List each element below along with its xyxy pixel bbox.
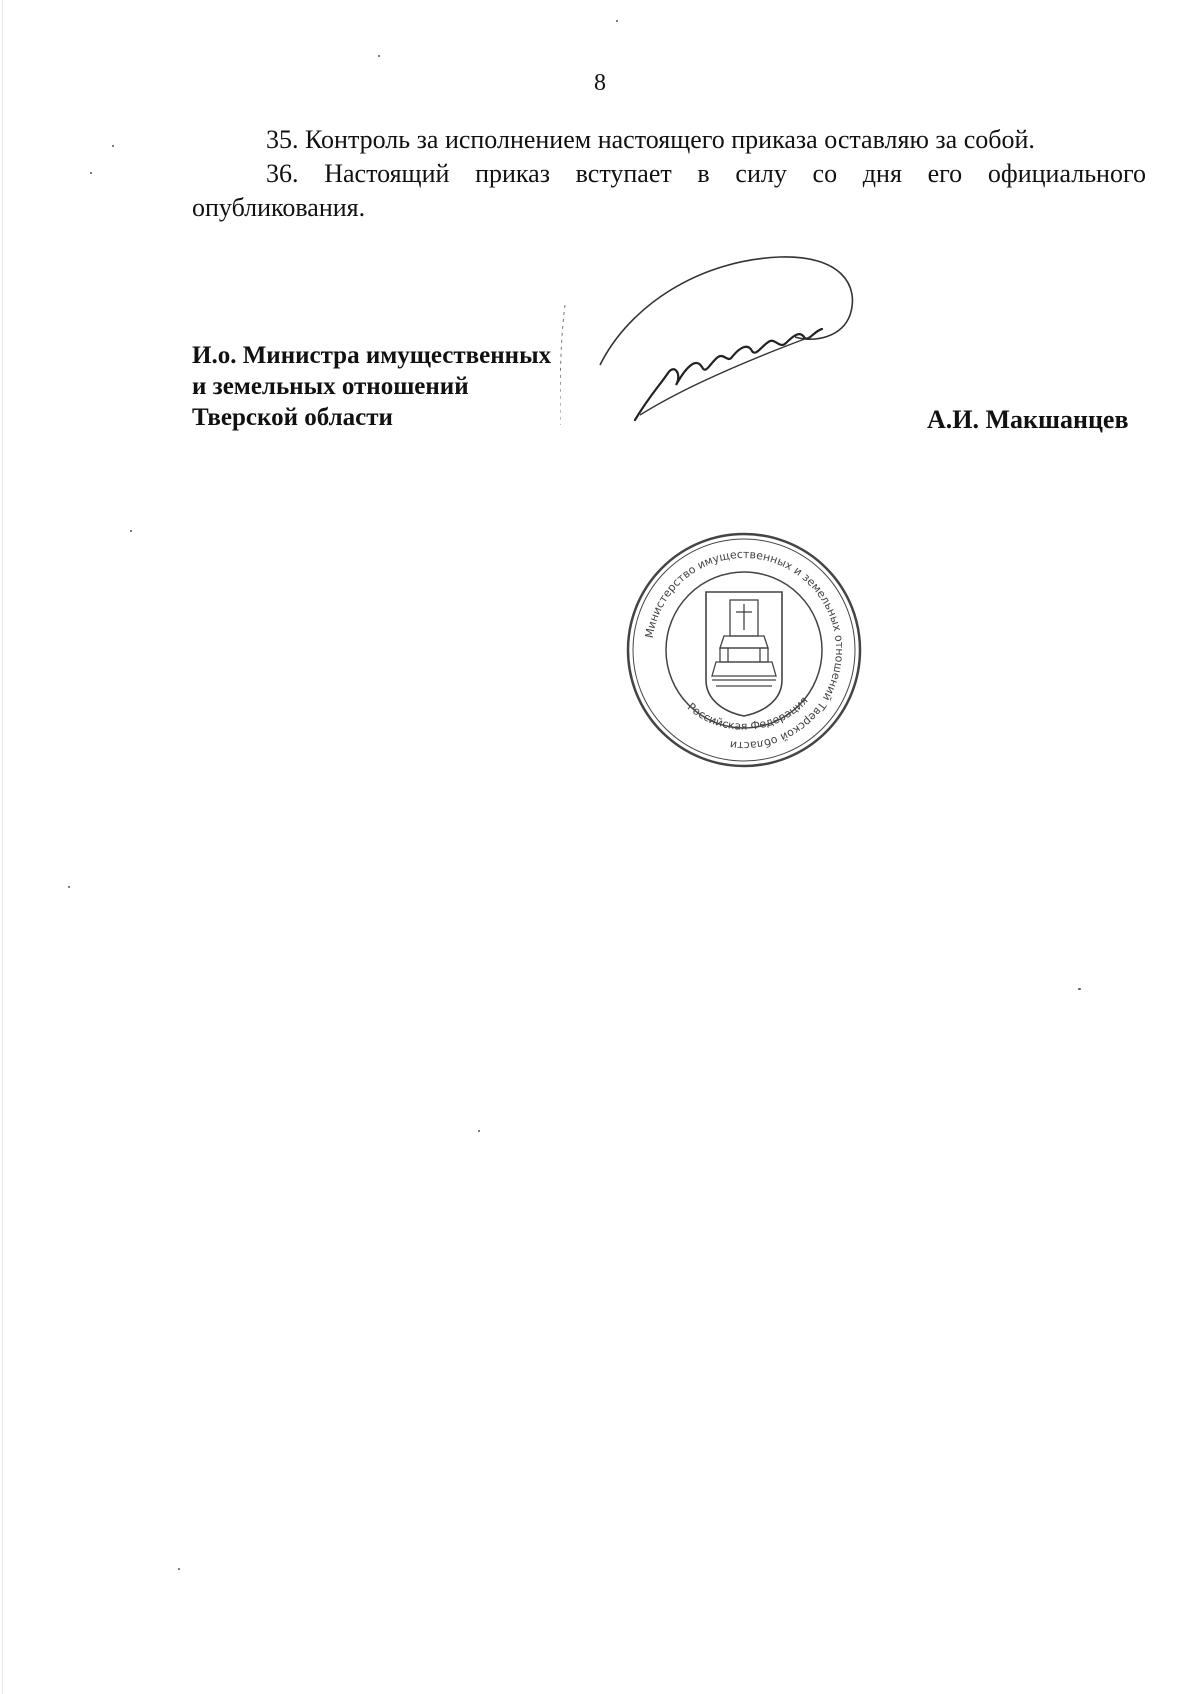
scan-speck [68, 886, 70, 888]
scan-speck [616, 20, 618, 22]
scan-speck [1078, 988, 1081, 990]
seal-bottom-text: Российская Федерация [684, 693, 811, 733]
order-text [192, 123, 1146, 225]
signer-position [192, 340, 551, 433]
scan-speck [112, 145, 114, 147]
paragraph-36: 36. Настоящий приказ вступает в силу со дня его официального опубликования. [192, 159, 1146, 222]
scan-speck [90, 172, 92, 174]
signer-position-line: Тверской области [192, 404, 393, 431]
official-seal [624, 530, 864, 770]
scan-speck [178, 1568, 180, 1570]
seal-ring-text: Министерство имущественных и земельных отношений Тверской области [642, 547, 847, 753]
signer-name: А.И. Макшанцев [927, 405, 1129, 434]
signer-position-line: И.о. Министра имущественных [192, 342, 552, 369]
scan-speck [478, 1130, 480, 1132]
page-number: 8 [594, 70, 606, 96]
signer-position-line: и земельных отношений [192, 373, 469, 400]
paragraph-35: 35. Контроль за исполнением настоящего приказа оставляю за собой. [266, 125, 1035, 154]
scan-edge-line [2, 0, 3, 1694]
scan-speck [378, 55, 380, 57]
handwritten-signature [560, 245, 900, 435]
scan-speck [130, 530, 132, 532]
